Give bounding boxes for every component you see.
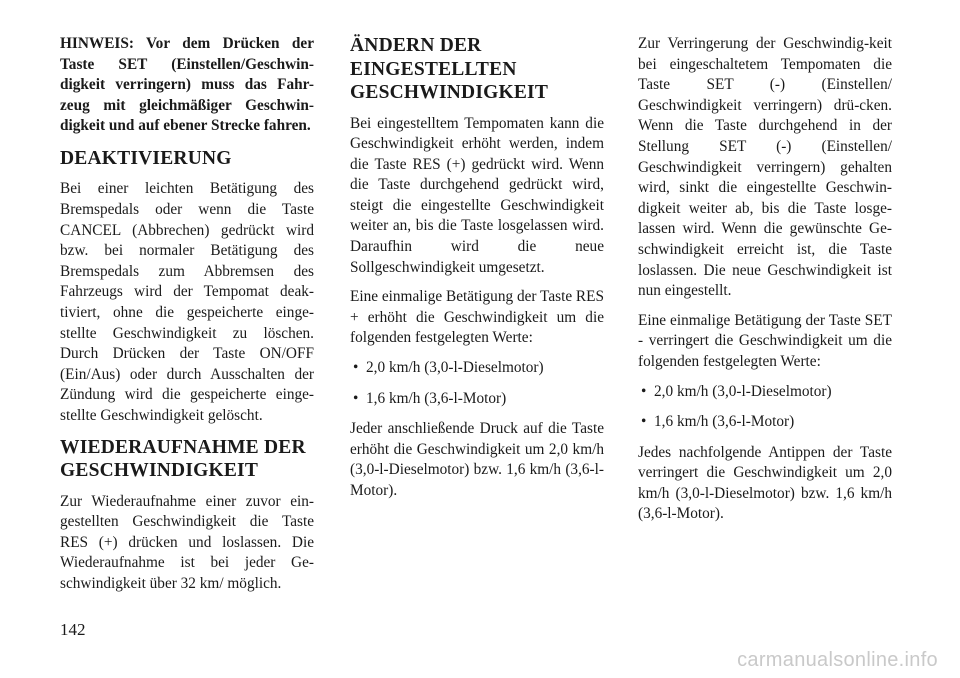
decrease-subsequent-paragraph: Jedes nachfolgende Antippen der Taste verringert die Geschwindigkeit um 2,0 km/h (3,0-l-Dieselmotor) bzw. 1,6 km/h (3,6-l-Motor). bbox=[638, 443, 892, 523]
increase-values-list bbox=[350, 358, 604, 409]
heading-resume bbox=[60, 436, 314, 483]
deactivation-paragraph: Bei einer leichten Betätigung des Bremspedals oder wenn die Taste CANCEL (Abbrechen) gedrückt wird bzw. bei normaler Betätigung des Bremspedals zum Abbremsen des Fahrzeugs wird der Tempomat deak-tiviert, ohne die gespeicherte einge-stellte Geschwindigkeit zu löschen. Durch Drücken der Taste ON/OFF (Ein/Aus) oder durch Ausschalten der Zündung wird die gespeicherte einge-stellte Geschwindigkeit gelöscht. bbox=[60, 180, 314, 424]
decrease-values-list bbox=[638, 382, 892, 433]
heading-change-line3: GESCHWINDIGKEIT bbox=[350, 82, 549, 103]
watermark: carmanualsonline.info bbox=[737, 649, 938, 671]
column-right bbox=[638, 34, 892, 534]
heading-resume-line2: GESCHWINDIGKEIT bbox=[60, 460, 259, 482]
heading-deactivation: DEAKTIVIERUNG bbox=[60, 147, 232, 169]
increase-values-intro: Eine einmalige Betätigung der Taste RES + erhöht die Geschwindigkeit um die folgenden festgelegten Werte: bbox=[350, 288, 604, 347]
list-item: • 1,6 km/h (3,6-l-Motor) bbox=[350, 389, 604, 410]
note-paragraph: HINWEIS: Vor dem Drücken der Taste SET (Einstellen/Geschwin-digkeit verringern) muss das Fahr-zeug mit gleichmäßiger Geschwin-digkeit und auf ebener Strecke fahren. bbox=[60, 35, 314, 135]
heading-change-line2: EINGESTELLTEN bbox=[350, 58, 517, 80]
decrease-values-intro: Eine einmalige Betätigung der Taste SET - verringert die Geschwindigkeit um die folgenden festgelegten Werte: bbox=[638, 311, 892, 370]
heading-change-speed bbox=[350, 34, 604, 105]
list-item: • 2,0 km/h (3,0-l-Dieselmotor) bbox=[638, 382, 892, 403]
column-left bbox=[60, 34, 314, 604]
increase-subsequent-paragraph: Jeder anschließende Druck auf die Taste erhöht die Geschwindigkeit um 2,0 km/h (3,0-l-Dieselmotor) bzw. 1,6 km/h (3,6-l-Motor). bbox=[350, 420, 604, 499]
column-middle bbox=[350, 34, 604, 511]
increase-paragraph: Bei eingestelltem Tempomaten kann die Geschwindigkeit erhöht werden, indem die Taste RES (+) gedrückt wird. Wenn die Taste durchgehend gedrückt wird, steigt die eingestellte Geschwindigkeit weiter an, bis die Taste losgelassen wird. Daraufhin wird die neue Sollgeschwindigkeit umgesetzt. bbox=[350, 114, 604, 276]
heading-change-line1: ÄNDERN DER bbox=[350, 35, 482, 56]
resume-paragraph: Zur Wiederaufnahme einer zuvor ein-gestellten Geschwindigkeit die Taste RES (+) drücken und loslassen. Die Wiederaufnahme ist bei jeder Ge-schwindigkeit über 32 km/ möglich. bbox=[60, 492, 314, 592]
list-item: • 1,6 km/h (3,6-l-Motor) bbox=[638, 412, 892, 433]
list-item: • 2,0 km/h (3,0-l-Dieselmotor) bbox=[350, 358, 604, 379]
decrease-paragraph: Zur Verringerung der Geschwindig-keit bei eingeschaltetem Tempomaten die Taste SET (-) (Einstellen/ Geschwindigkeit verringern) drü-cken. Wenn die Taste durchgehend in der Stellung SET (-) (Einstellen/ Geschwindigkeit verringern) gehalten wird, sinkt die eingestellte Geschwin-digkeit weiter ab, bis die Taste losge-lassen wird. Wenn die gewünschte Ge-schwindigkeit erreicht ist, die Taste loslassen. Die neue Geschwindigkeit ist nun eingestellt. bbox=[638, 35, 892, 300]
page-number: 142 bbox=[60, 620, 86, 639]
heading-resume-line1: WIEDERAUFNAHME DER bbox=[60, 436, 306, 458]
